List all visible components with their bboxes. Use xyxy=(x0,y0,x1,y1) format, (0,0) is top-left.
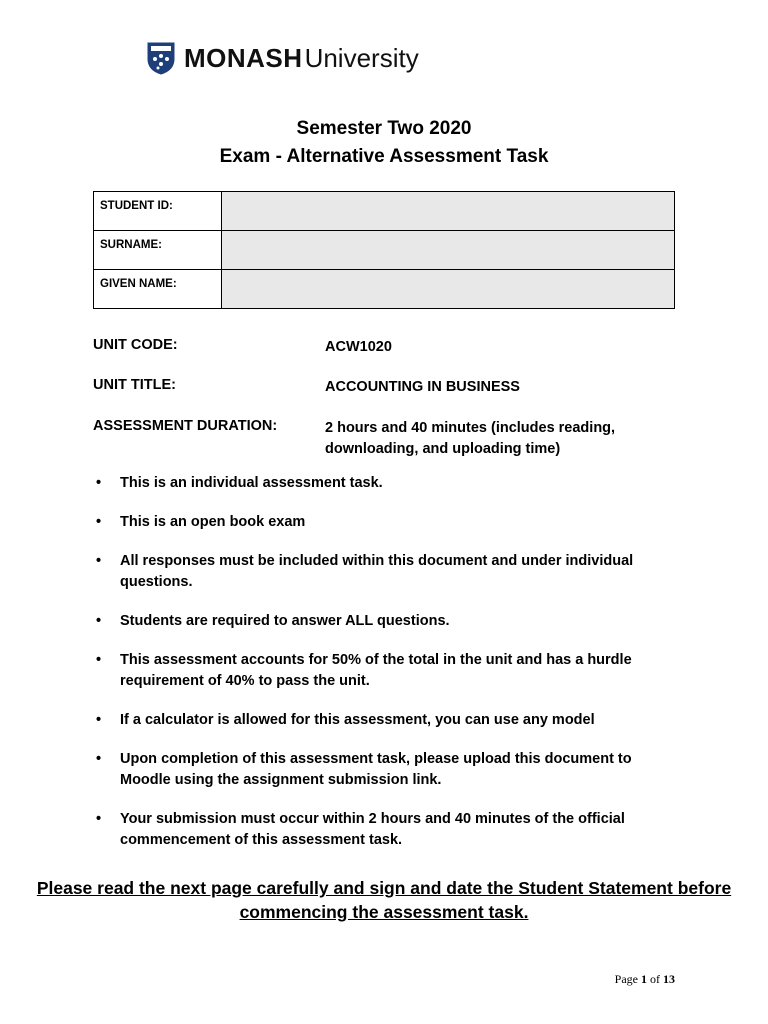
list-item xyxy=(93,473,683,494)
duration-label: ASSESSMENT DURATION: xyxy=(93,418,278,434)
bullet-icon: • xyxy=(96,712,102,728)
duration-value: 2 hours and 40 minutes (includes reading, downloading, and uploading time) xyxy=(325,420,616,457)
given-name-label: GIVEN NAME: xyxy=(94,270,222,309)
bullet-icon: • xyxy=(96,475,102,491)
list-item xyxy=(93,809,683,851)
student-id-label: STUDENT ID: xyxy=(94,192,222,231)
student-statement-notice: Please read the next page carefully and sign and date the Student Statement before commencing the assessment task. xyxy=(36,878,732,922)
instruction-text: This is an open book exam xyxy=(120,514,306,530)
unit-title-value: ACCOUNTING IN BUSINESS xyxy=(325,379,520,395)
list-item xyxy=(93,749,683,791)
student-id-row xyxy=(94,192,675,231)
semester-title: Semester Two 2020 xyxy=(296,118,472,139)
list-item xyxy=(93,611,683,632)
instructions-list xyxy=(93,473,683,869)
list-item xyxy=(93,710,683,731)
student-id-field[interactable] xyxy=(222,192,675,231)
page-word: Page xyxy=(614,972,638,986)
list-item xyxy=(93,551,683,593)
instruction-text: This assessment accounts for 50% of the total in the unit and has a hurdle requirement of 40% to pass the unit. xyxy=(120,652,632,689)
surname-field[interactable] xyxy=(222,231,675,270)
instruction-text: If a calculator is allowed for this assessment, you can use any model xyxy=(120,712,595,728)
bullet-icon: • xyxy=(96,613,102,629)
instruction-text: Your submission must occur within 2 hours and 40 minutes of the official commencement of this assessment task. xyxy=(120,811,625,848)
crest-icon xyxy=(146,41,176,75)
list-item xyxy=(93,512,683,533)
exam-title: Exam - Alternative Assessment Task xyxy=(219,146,549,167)
page-footer xyxy=(615,972,675,987)
page-current: 1 xyxy=(641,972,647,986)
bullet-icon: • xyxy=(96,553,102,569)
monash-logo xyxy=(146,40,419,76)
instruction-text: Upon completion of this assessment task, please upload this document to Moodle using the assignment submission link. xyxy=(120,751,632,788)
list-item xyxy=(93,650,683,692)
logo-wordmark-light: University xyxy=(304,42,419,73)
bullet-icon: • xyxy=(96,514,102,530)
bullet-icon: • xyxy=(96,811,102,827)
instruction-text: All responses must be included within this document and under individual questions. xyxy=(120,553,634,590)
of-word: of xyxy=(650,972,660,986)
bullet-icon: • xyxy=(96,652,102,668)
logo-wordmark-bold: MONASH xyxy=(184,42,303,73)
instruction-text: Students are required to answer ALL questions. xyxy=(120,613,450,629)
unit-code-label: UNIT CODE: xyxy=(93,337,178,353)
unit-title-label: UNIT TITLE: xyxy=(93,377,176,393)
surname-label: SURNAME: xyxy=(94,231,222,270)
unit-code-value: ACW1020 xyxy=(325,339,392,355)
instruction-text: This is an individual assessment task. xyxy=(120,475,383,491)
surname-row xyxy=(94,231,675,270)
student-identity-table xyxy=(93,191,675,309)
given-name-field[interactable] xyxy=(222,270,675,309)
page-total: 13 xyxy=(663,972,675,986)
given-name-row xyxy=(94,270,675,309)
bullet-icon: • xyxy=(96,751,102,767)
